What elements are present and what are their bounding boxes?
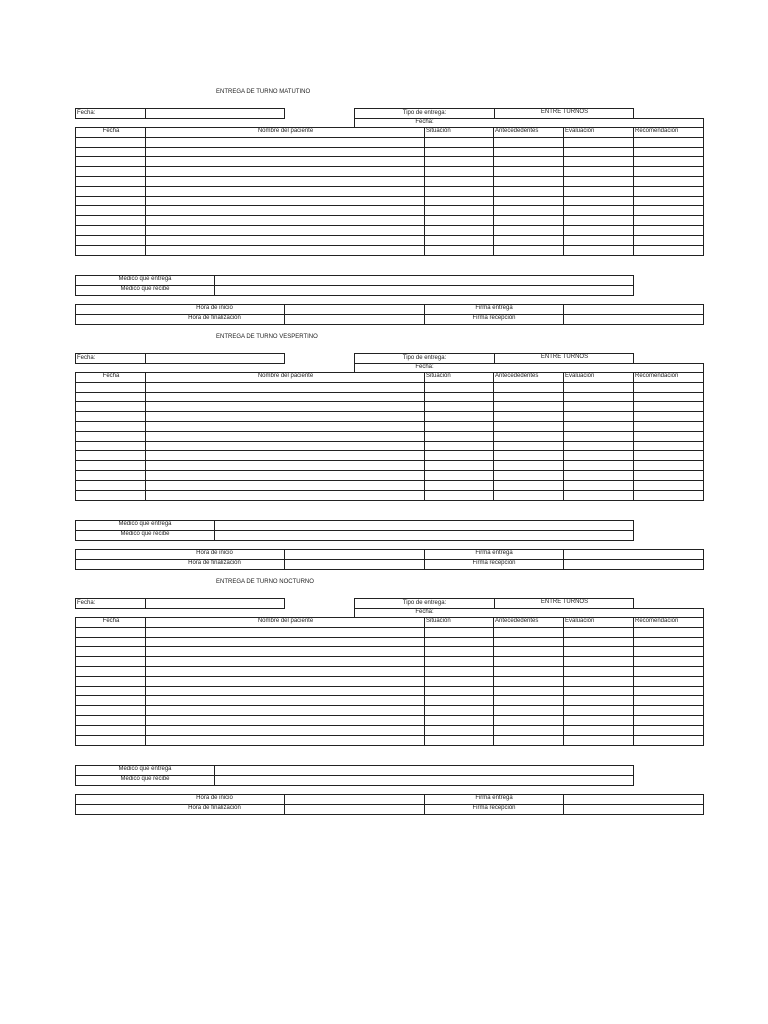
table-row (76, 716, 703, 725)
table-header-cell: Recomendación (635, 618, 679, 624)
firma-entrega-label: Firma entrega (475, 550, 513, 556)
fecha-sub-label: Fecha: (415, 364, 434, 370)
tipo-entrega-label: Tipo de entrega: (402, 355, 447, 361)
table-header-cell: Recomendación (635, 128, 679, 134)
patients-table (75, 372, 704, 501)
table-row (76, 157, 703, 166)
table-header-cell: Antecededentes (495, 373, 539, 379)
horas-firmas-box (75, 549, 704, 570)
medico-entrega-input[interactable] (215, 276, 633, 285)
section-title: ENTREGA DE TURNO MATUTINO (216, 89, 311, 95)
firma-recepcion-label: Firma recepción (472, 805, 516, 811)
medico-entrega-label: Médico que entrega (118, 766, 172, 772)
hora-fin-label: Hora de finalización (188, 315, 241, 321)
table-row (76, 138, 703, 147)
hora-inicio-label: Hora de inicio (196, 550, 233, 556)
table-row (76, 696, 703, 705)
tipo-entrega-value: ENTRE TURNOS (540, 354, 589, 360)
hora-fin-input[interactable] (285, 315, 423, 324)
fecha-box (75, 598, 285, 609)
medico-recibe-input[interactable] (215, 776, 633, 785)
medicos-box (75, 520, 634, 541)
medico-recibe-label: Médico que recibe (120, 531, 170, 537)
hora-inicio-input[interactable] (285, 795, 423, 804)
table-row (76, 442, 703, 451)
table-header-cell: Evaluación (565, 373, 595, 379)
firma-recepcion-label: Firma recepción (472, 315, 516, 321)
table-header-cell: Situación (426, 618, 451, 624)
tipo-entrega-value: ENTRE TURNOS (540, 599, 589, 605)
table-row (76, 638, 703, 647)
table-row (76, 687, 703, 696)
table-header-cell: Antecededentes (495, 618, 539, 624)
table-row (76, 667, 703, 676)
firma-entrega-input[interactable] (564, 795, 703, 804)
table-row (76, 393, 703, 402)
hora-inicio-input[interactable] (285, 550, 423, 559)
firma-entrega-label: Firma entrega (475, 305, 513, 311)
medicos-box (75, 275, 634, 296)
table-row (76, 216, 703, 225)
table-header-cell: Fecha (102, 128, 120, 134)
fecha-label: Fecha: (77, 110, 96, 116)
table-row (76, 726, 703, 735)
table-header-cell: Nombre del paciente (257, 128, 314, 134)
section-title: ENTREGA DE TURNO VESPERTINO (216, 334, 318, 340)
table-header-cell: Fecha (102, 618, 120, 624)
fecha-label: Fecha: (77, 600, 96, 606)
fecha-input[interactable] (146, 599, 284, 608)
table-row (76, 187, 703, 196)
table-header-cell: Antecededentes (495, 128, 539, 134)
table-header-cell: Nombre del paciente (257, 618, 314, 624)
hora-fin-input[interactable] (285, 805, 423, 814)
table-row (76, 628, 703, 637)
table-row (76, 432, 703, 441)
table-header-cell: Fecha (102, 373, 120, 379)
horas-firmas-box (75, 794, 704, 815)
table-header-cell: Evaluación (565, 618, 595, 624)
table-row (76, 706, 703, 715)
tipo-entrega-label: Tipo de entrega: (402, 110, 447, 116)
medico-entrega-label: Médico que entrega (118, 521, 172, 527)
fecha-input[interactable] (146, 109, 284, 118)
medico-entrega-input[interactable] (215, 521, 633, 530)
table-row (76, 422, 703, 431)
hora-fin-label: Hora de finalización (188, 560, 241, 566)
medico-recibe-label: Médico que recibe (120, 286, 170, 292)
firma-entrega-input[interactable] (564, 550, 703, 559)
medicos-box (75, 765, 634, 786)
section-title: ENTREGA DE TURNO NOCTURNO (216, 579, 314, 585)
table-row (76, 246, 703, 255)
firma-recepcion-input[interactable] (564, 805, 703, 814)
shift-section (0, 333, 768, 573)
table-row (76, 677, 703, 686)
firma-recepcion-label: Firma recepción (472, 560, 516, 566)
table-row (76, 167, 703, 176)
medico-entrega-label: Médico que entrega (118, 276, 172, 282)
fecha-label: Fecha: (77, 355, 96, 361)
fecha-sub-label: Fecha: (415, 609, 434, 615)
medico-entrega-input[interactable] (215, 766, 633, 775)
fecha-box (75, 108, 285, 119)
table-header-cell: Situación (426, 128, 451, 134)
firma-recepcion-input[interactable] (564, 560, 703, 569)
hora-fin-input[interactable] (285, 560, 423, 569)
table-row (76, 236, 703, 245)
table-row (76, 451, 703, 460)
tipo-entrega-label: Tipo de entrega: (402, 600, 447, 606)
table-row (76, 657, 703, 666)
medico-recibe-input[interactable] (215, 286, 633, 295)
firma-entrega-label: Firma entrega (475, 795, 513, 801)
horas-firmas-box (75, 304, 704, 325)
table-header-cell: Situación (426, 373, 451, 379)
fecha-box (75, 353, 285, 364)
table-row (76, 736, 703, 745)
firma-recepcion-input[interactable] (564, 315, 703, 324)
table-row (76, 383, 703, 392)
medico-recibe-label: Médico que recibe (120, 776, 170, 782)
shift-section (0, 578, 768, 818)
table-row (76, 206, 703, 215)
table-header-cell: Nombre del paciente (257, 373, 314, 379)
table-row (76, 148, 703, 157)
table-row (76, 647, 703, 656)
table-row (76, 471, 703, 480)
table-row (76, 402, 703, 411)
hora-inicio-label: Hora de inicio (196, 305, 233, 311)
table-row (76, 412, 703, 421)
hora-fin-label: Hora de finalización (188, 805, 241, 811)
hora-inicio-input[interactable] (285, 305, 423, 314)
hora-inicio-label: Hora de inicio (196, 795, 233, 801)
patients-table (75, 617, 704, 746)
fecha-input[interactable] (146, 354, 284, 363)
fecha-sub-label: Fecha: (415, 119, 434, 125)
table-row (76, 481, 703, 490)
tipo-entrega-value: ENTRE TURNOS (540, 109, 589, 115)
firma-entrega-input[interactable] (564, 305, 703, 314)
patients-table (75, 127, 704, 256)
table-row (76, 491, 703, 500)
table-header-cell: Evaluación (565, 128, 595, 134)
table-row (76, 177, 703, 186)
table-row (76, 197, 703, 206)
medico-recibe-input[interactable] (215, 531, 633, 540)
shift-section (0, 88, 768, 328)
table-row (76, 461, 703, 470)
table-row (76, 226, 703, 235)
table-header-cell: Recomendación (635, 373, 679, 379)
